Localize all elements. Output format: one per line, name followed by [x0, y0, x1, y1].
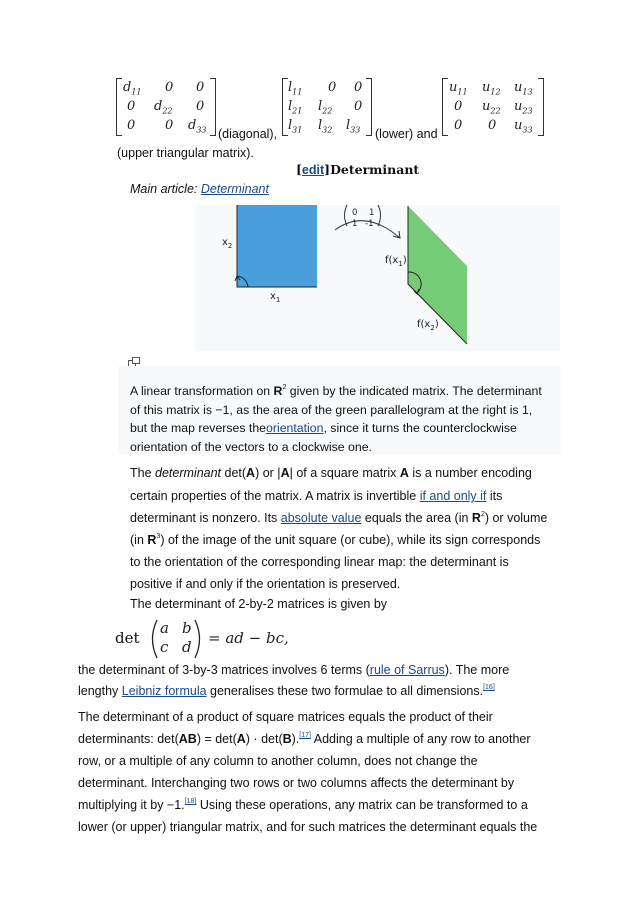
- matrix-cell: $d_{11}$: [123, 80, 142, 97]
- x2-label: $x_2$: [222, 237, 233, 250]
- figure-matrix-cell: 1: [352, 219, 358, 229]
- paragraph-line: lower (or upper) triangular matrix, and for such matrices the determinant equals the: [78, 820, 538, 834]
- figure-matrix-cell: -1: [365, 219, 374, 229]
- matrix-cell: $l_{11}$: [288, 80, 303, 97]
- matrix-cell: $u_{22}$: [482, 99, 501, 116]
- paragraph-line: determinants: det(AB) = det(A) · det(B).[17] Adding a multiple of any row to another: [78, 732, 531, 746]
- paragraph-line: The determinant det(A) or |A| of a square matrix A is a number encoding: [130, 466, 532, 480]
- matrix-cell: 0: [127, 118, 136, 133]
- matrix-paren-left: [345, 205, 348, 226]
- matrix-cell: 0: [488, 118, 497, 133]
- paragraph-line: The determinant of a product of square matrices equals the product of their: [78, 710, 493, 724]
- matrix-cell: 0: [127, 99, 136, 114]
- caption-line: but the map reverses theorientation, since it turns the counterclockwise: [130, 421, 517, 435]
- left-bracket: [442, 78, 448, 136]
- formula-paren-left: [147, 619, 159, 659]
- matrix-cell: 0: [196, 99, 205, 114]
- upper-label: (upper triangular matrix).: [117, 146, 254, 160]
- matrix-cell: $l_{31}$: [288, 118, 303, 135]
- formula-cell: b: [182, 619, 192, 637]
- matrix-cell: 0: [454, 99, 463, 114]
- matrix-paren-right: [378, 205, 381, 226]
- main-article-link[interactable]: Determinant: [200, 182, 269, 196]
- paragraph-line: positive if and only if the orientation is preserved.: [130, 577, 401, 591]
- matrix-cell: $u_{11}$: [449, 80, 468, 97]
- x1-label: $x_1$: [270, 291, 281, 304]
- unit-square: [237, 205, 317, 287]
- caption-line: A linear transformation on $R^2$ given by the indicated matrix. The determinant: [130, 384, 542, 398]
- figure-matrix-cell: 0: [352, 208, 358, 218]
- formula-cell: a: [160, 619, 169, 637]
- det-formula: [115, 617, 295, 661]
- matrix-cell: $d_{33}$: [188, 118, 207, 135]
- matrix-cell: $u_{12}$: [482, 80, 501, 97]
- matrix-cell: 0: [196, 80, 205, 95]
- matrix-cell: 0: [328, 80, 337, 95]
- formula-rhs: = ad − bc,: [208, 629, 289, 647]
- matrix-cell: $l_{33}$: [346, 118, 361, 135]
- section-heading: [296, 162, 419, 178]
- matrix-cell: 0: [454, 118, 463, 133]
- matrix-cell: 0: [165, 118, 174, 133]
- paragraph-line: the determinant of 3-by-3 matrices involves 6 terms (rule of Sarrus). The more: [78, 663, 510, 677]
- formula-cell: d: [182, 638, 192, 656]
- caption-line: of this matrix is −1, as the area of the green parallelogram at the right is 1,: [130, 403, 533, 417]
- matrix-cell: $d_{22}$: [154, 99, 173, 116]
- diagonal-matrix: [116, 78, 216, 138]
- left-bracket: [116, 78, 122, 136]
- paragraph-line: certain properties of the matrix. A matrix is invertible if and only if its: [130, 489, 503, 503]
- reference-16[interactable]: [16]: [483, 684, 495, 691]
- diagonal-label: (diagonal),: [218, 127, 278, 141]
- matrix-cell: $u_{13}$: [514, 80, 533, 97]
- paragraph-line: lengthy Leibniz formula generalises these two formulae to all dimensions.[16]: [78, 684, 495, 698]
- heading-bracket: ]: [324, 162, 331, 177]
- heading-bracket: [: [296, 162, 302, 177]
- matrix-cell: $l_{21}$: [288, 99, 303, 116]
- paragraph-line: to the orientation of the corresponding linear map: the determinant is: [130, 555, 509, 569]
- fx1-label: $f(x_1)$: [385, 255, 407, 268]
- main-article-note: [130, 181, 269, 197]
- main-article-prefix: Main article:: [130, 182, 201, 196]
- matrix-cell: $u_{33}$: [514, 118, 533, 135]
- det-operator: det: [115, 629, 140, 647]
- paragraph-line: multiplying it by −1.[18] Using these operations, any matrix can be transformed to a: [78, 798, 528, 812]
- right-bracket: [210, 78, 216, 136]
- reference-18[interactable]: [18]: [184, 798, 197, 805]
- paragraph-line: The determinant of 2-by-2 matrices is given by: [130, 597, 388, 611]
- heading-title: Determinant: [330, 162, 420, 177]
- matrix-cell: 0: [354, 99, 363, 114]
- reference-17[interactable]: [17]: [299, 732, 311, 739]
- matrix-cell: $l_{22}$: [318, 99, 333, 116]
- matrix-cell: $l_{32}$: [318, 118, 333, 135]
- formula-paren-right: [193, 619, 205, 659]
- caption-line: orientation of the vectors to a clockwise one.: [130, 440, 372, 454]
- paragraph-line: row, or a multiple of any column to another column, does not change the: [78, 754, 478, 768]
- lower-label: (lower) and: [375, 127, 438, 141]
- edit-link[interactable]: edit: [301, 163, 325, 177]
- linear-transformation-figure: [195, 200, 565, 355]
- matrix-cell: 0: [354, 80, 363, 95]
- matrix-cell: 0: [165, 80, 174, 95]
- right-bracket: [366, 78, 372, 136]
- if-and-only-if-link[interactable]: if and only if: [419, 489, 487, 503]
- rule-of-sarrus-link[interactable]: rule of Sarrus: [369, 663, 445, 677]
- right-bracket: [538, 78, 544, 136]
- paragraph-line: determinant is nonzero. Its absolute value equals the area (in $R^2$) or volume: [130, 511, 548, 525]
- lower-matrix: [282, 78, 372, 138]
- fx2-label: $f(x_2)$: [417, 319, 439, 332]
- upper-matrix: [442, 78, 544, 138]
- absolute-value-link[interactable]: absolute value: [280, 511, 362, 525]
- paragraph-line: determinant. Interchanging two rows or two columns affects the determinant by: [78, 776, 515, 790]
- leibniz-formula-link[interactable]: Leibniz formula: [121, 684, 207, 698]
- figure-matrix-cell: 1: [369, 208, 375, 218]
- formula-cell: c: [160, 638, 169, 656]
- orientation-link[interactable]: orientation: [266, 421, 324, 435]
- paragraph-line: (in $R^3$) of the image of the unit square (or cube), while its sign corresponds: [130, 533, 541, 547]
- matrix-cell: $u_{23}$: [514, 99, 533, 116]
